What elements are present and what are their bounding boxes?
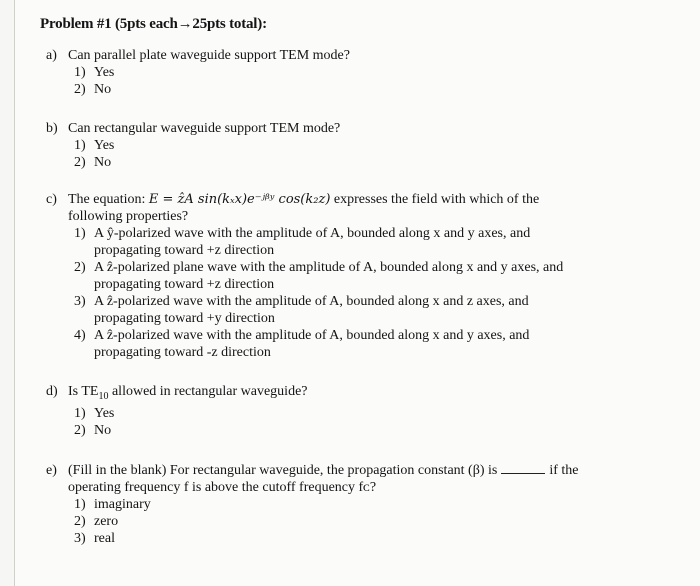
option-line2: propagating toward +z direction <box>94 277 275 292</box>
option-3[interactable] <box>46 293 563 327</box>
question-text-before: The equation: <box>68 192 149 207</box>
question-text-after: if the <box>549 463 579 478</box>
option-number: 2) <box>74 82 86 97</box>
answer-blank[interactable] <box>501 461 545 474</box>
option-number: 4) <box>74 328 86 343</box>
question-text-before: (Fill in the blank) For rectangular waveguide, the propagation constant (β) is <box>68 463 498 478</box>
option-yes[interactable] <box>46 405 308 422</box>
option-no[interactable] <box>46 422 308 439</box>
option-line1: A ẑ-polarized plane wave with the amplitude of A, bounded along x and y axes, and <box>94 260 564 275</box>
option-number: 1) <box>74 405 86 421</box>
option-label: No <box>94 82 112 97</box>
option-line2: propagating toward +y direction <box>94 311 275 326</box>
option-number: 1) <box>74 497 86 512</box>
option-4[interactable] <box>46 327 563 361</box>
option-number: 1) <box>74 138 86 153</box>
option-number: 2) <box>74 422 86 438</box>
option-yes[interactable] <box>46 64 350 81</box>
option-number: 2) <box>74 260 86 275</box>
option-list <box>46 496 579 547</box>
option-label: Yes <box>94 65 115 80</box>
option-imaginary[interactable] <box>46 496 579 513</box>
question-letter: e) <box>46 463 57 478</box>
question-d <box>46 383 308 439</box>
option-list <box>46 64 350 98</box>
question-c <box>46 191 563 361</box>
field-equation: E = ẑA sin(kₓx)e⁻ʲᵝʸ cos(k₂z) <box>148 192 331 207</box>
question-text: Can parallel plate waveguide support TEM mode? <box>68 48 350 63</box>
question-text-before: Is TE <box>68 384 99 399</box>
option-number: 3) <box>74 531 86 546</box>
question-text-line2: operating frequency f is above the cutoff frequency fᴄ? <box>68 480 377 495</box>
mode-subscript: 10 <box>98 390 109 402</box>
option-line1: A ŷ-polarized wave with the amplitude of A, bounded along x and y axes, and <box>94 226 531 241</box>
option-list <box>46 225 563 361</box>
option-label: No <box>94 155 112 170</box>
option-1[interactable] <box>46 225 563 259</box>
option-no[interactable] <box>46 81 350 98</box>
question-text-after: expresses the field with which of the <box>330 192 540 207</box>
question-letter: d) <box>46 384 58 399</box>
option-number: 2) <box>74 514 86 529</box>
question-letter: a) <box>46 48 57 63</box>
question-b <box>46 120 340 171</box>
option-yes[interactable] <box>46 137 340 154</box>
option-label: zero <box>94 514 119 529</box>
question-a <box>46 47 350 98</box>
option-label: Yes <box>94 405 115 421</box>
question-text-after: allowed in rectangular waveguide? <box>108 384 308 399</box>
option-number: 1) <box>74 226 86 241</box>
question-e <box>46 461 579 547</box>
option-number: 2) <box>74 155 86 170</box>
option-no[interactable] <box>46 154 340 171</box>
option-list <box>46 137 340 171</box>
option-2[interactable] <box>46 259 563 293</box>
option-label: No <box>94 422 112 438</box>
option-real[interactable] <box>46 530 579 547</box>
option-label: real <box>94 531 115 546</box>
option-line2: propagating toward -z direction <box>94 345 271 360</box>
problem-title: Problem #1 (5pts each→25pts total): <box>40 16 267 32</box>
option-list <box>46 405 308 439</box>
option-line1: A ẑ-polarized wave with the amplitude of A, bounded along x and y axes, and <box>94 328 530 343</box>
question-letter: b) <box>46 121 58 136</box>
option-line2: propagating toward +z direction <box>94 243 275 258</box>
option-label: Yes <box>94 138 115 153</box>
option-label: imaginary <box>94 497 151 512</box>
option-number: 1) <box>74 65 86 80</box>
question-text-line2: following properties? <box>68 209 189 224</box>
option-zero[interactable] <box>46 513 579 530</box>
option-number: 3) <box>74 294 86 309</box>
option-line1: A ẑ-polarized wave with the amplitude of A, bounded along x and z axes, and <box>94 294 529 309</box>
question-text: Can rectangular waveguide support TEM mode? <box>68 121 341 136</box>
question-letter: c) <box>46 192 57 207</box>
